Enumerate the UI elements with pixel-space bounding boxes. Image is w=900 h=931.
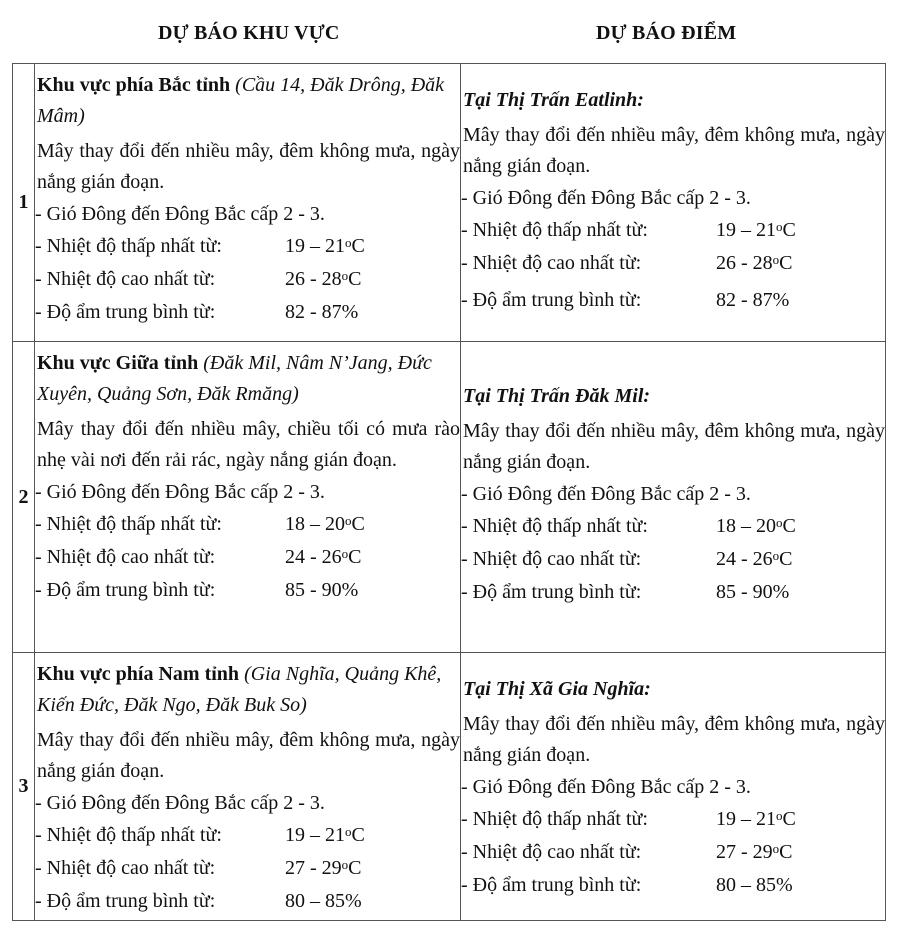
humidity-value: 82 - 87% [716, 289, 790, 311]
max-temp-label: - Nhiệt độ cao nhất từ: [461, 548, 642, 570]
min-temp-value: 19 – 21$^o$C [285, 235, 365, 257]
max-temp-value: 24 - 26$^o$C [716, 548, 793, 570]
max-temp-label: - Nhiệt độ cao nhất từ: [35, 268, 216, 290]
region-humidity [35, 296, 460, 329]
regional-forecast-cell [35, 342, 461, 653]
max-temp-value: 26 - 28$^o$C [285, 268, 362, 290]
min-temp-label: - Nhiệt độ thấp nhất từ: [35, 235, 222, 257]
point-min-temp [461, 803, 885, 836]
humidity-label: - Độ ẩm trung bình từ: [461, 874, 642, 896]
max-temp-value: 24 - 26$^o$C [285, 546, 362, 568]
region-name: Khu vực phía Nam tỉnh [37, 663, 240, 685]
region-max-temp [35, 852, 460, 885]
region-title [35, 348, 460, 410]
region-humidity [35, 574, 460, 607]
min-temp-value: 18 – 20$^o$C [716, 515, 796, 537]
row-number: 2 [13, 342, 35, 653]
forecast-table [12, 63, 886, 921]
humidity-value: 85 - 90% [716, 581, 790, 603]
point-wind: - Gió Đông đến Đông Bắc cấp 2 - 3. [461, 187, 751, 209]
max-temp-label: - Nhiệt độ cao nhất từ: [35, 857, 216, 879]
region-name: Khu vực Giữa tỉnh [37, 352, 199, 374]
region-description: Mây thay đổi đến nhiều mây, chiều tối có mưa rào nhẹ vài nơi đến rải rác, ngày nắng gián đoạn. [37, 418, 460, 471]
point-max-temp [461, 543, 885, 576]
region-humidity [35, 885, 460, 918]
row-number: 1 [13, 64, 35, 342]
region-wind: - Gió Đông đến Đông Bắc cấp 2 - 3. [35, 481, 325, 503]
max-temp-label: - Nhiệt độ cao nhất từ: [461, 841, 642, 863]
point-wind: - Gió Đông đến Đông Bắc cấp 2 - 3. [461, 483, 751, 505]
header-point-forecast: DỰ BÁO ĐIỂM [596, 22, 737, 44]
region-wind: - Gió Đông đến Đông Bắc cấp 2 - 3. [35, 203, 325, 225]
humidity-value: 80 – 85% [285, 890, 362, 912]
table-row [13, 64, 886, 342]
point-min-temp [461, 214, 885, 247]
point-max-temp [461, 247, 885, 280]
min-temp-value: 19 – 21$^o$C [716, 219, 796, 241]
point-title: Tại Thị Trấn Eatlinh: [463, 89, 644, 111]
point-max-temp [461, 836, 885, 869]
humidity-value: 80 – 85% [716, 874, 793, 896]
humidity-value: 82 - 87% [285, 301, 359, 323]
min-temp-label: - Nhiệt độ thấp nhất từ: [461, 515, 648, 537]
point-forecast-cell [461, 64, 886, 342]
min-temp-label: - Nhiệt độ thấp nhất từ: [35, 824, 222, 846]
point-humidity [461, 869, 885, 902]
region-description: Mây thay đổi đến nhiều mây, đêm không mưa, ngày nắng gián đoạn. [37, 140, 460, 193]
table-row [13, 342, 886, 653]
row-number: 3 [13, 653, 35, 921]
table-row [13, 653, 886, 921]
point-description: Mây thay đổi đến nhiều mây, đêm không mưa, ngày nắng gián đoạn. [463, 124, 885, 177]
region-max-temp [35, 263, 460, 296]
region-min-temp [35, 508, 460, 541]
regional-forecast-cell [35, 64, 461, 342]
max-temp-label: - Nhiệt độ cao nhất từ: [461, 252, 642, 274]
max-temp-value: 26 - 28$^o$C [716, 252, 793, 274]
humidity-label: - Độ ẩm trung bình từ: [35, 890, 216, 912]
region-title [35, 70, 460, 132]
region-max-temp [35, 541, 460, 574]
region-wind: - Gió Đông đến Đông Bắc cấp 2 - 3. [35, 792, 325, 814]
point-description: Mây thay đổi đến nhiều mây, đêm không mưa, ngày nắng gián đoạn. [463, 420, 885, 473]
min-temp-value: 19 – 21$^o$C [285, 824, 365, 846]
point-humidity [461, 576, 885, 609]
min-temp-label: - Nhiệt độ thấp nhất từ: [461, 808, 648, 830]
region-places: (Đăk Mil, Nâm N’Jang, Đức Xuyên, Quảng Sơn, Đăk Rmăng) [37, 352, 432, 405]
point-wind: - Gió Đông đến Đông Bắc cấp 2 - 3. [461, 776, 751, 798]
point-description: Mây thay đổi đến nhiều mây, đêm không mưa, ngày nắng gián đoạn. [463, 713, 885, 766]
min-temp-label: - Nhiệt độ thấp nhất từ: [35, 513, 222, 535]
max-temp-value: 27 - 29$^o$C [285, 857, 362, 879]
point-forecast-cell [461, 653, 886, 921]
point-forecast-cell [461, 342, 886, 653]
header-regional-forecast: DỰ BÁO KHU VỰC [158, 22, 340, 44]
humidity-value: 85 - 90% [285, 579, 359, 601]
humidity-label: - Độ ẩm trung bình từ: [35, 579, 216, 601]
max-temp-value: 27 - 29$^o$C [716, 841, 793, 863]
humidity-label: - Độ ẩm trung bình từ: [461, 289, 642, 311]
max-temp-label: - Nhiệt độ cao nhất từ: [35, 546, 216, 568]
point-humidity [461, 284, 885, 317]
humidity-label: - Độ ẩm trung bình từ: [35, 301, 216, 323]
point-min-temp [461, 510, 885, 543]
region-name: Khu vực phía Bắc tỉnh [37, 74, 231, 96]
min-temp-value: 19 – 21$^o$C [716, 808, 796, 830]
region-min-temp [35, 819, 460, 852]
region-min-temp [35, 230, 460, 263]
region-places: (Gia Nghĩa, Quảng Khê, Kiến Đức, Đăk Ngo, Đăk Buk So) [37, 663, 442, 716]
regional-forecast-cell [35, 653, 461, 921]
humidity-label: - Độ ẩm trung bình từ: [461, 581, 642, 603]
region-title [35, 659, 460, 721]
point-title: Tại Thị Xã Gia Nghĩa: [463, 678, 651, 700]
point-title: Tại Thị Trấn Đăk Mil: [463, 385, 651, 407]
min-temp-value: 18 – 20$^o$C [285, 513, 365, 535]
min-temp-label: - Nhiệt độ thấp nhất từ: [461, 219, 648, 241]
region-description: Mây thay đổi đến nhiều mây, đêm không mưa, ngày nắng gián đoạn. [37, 729, 460, 782]
region-places: (Cầu 14, Đăk Drông, Đăk Mâm) [37, 74, 445, 127]
